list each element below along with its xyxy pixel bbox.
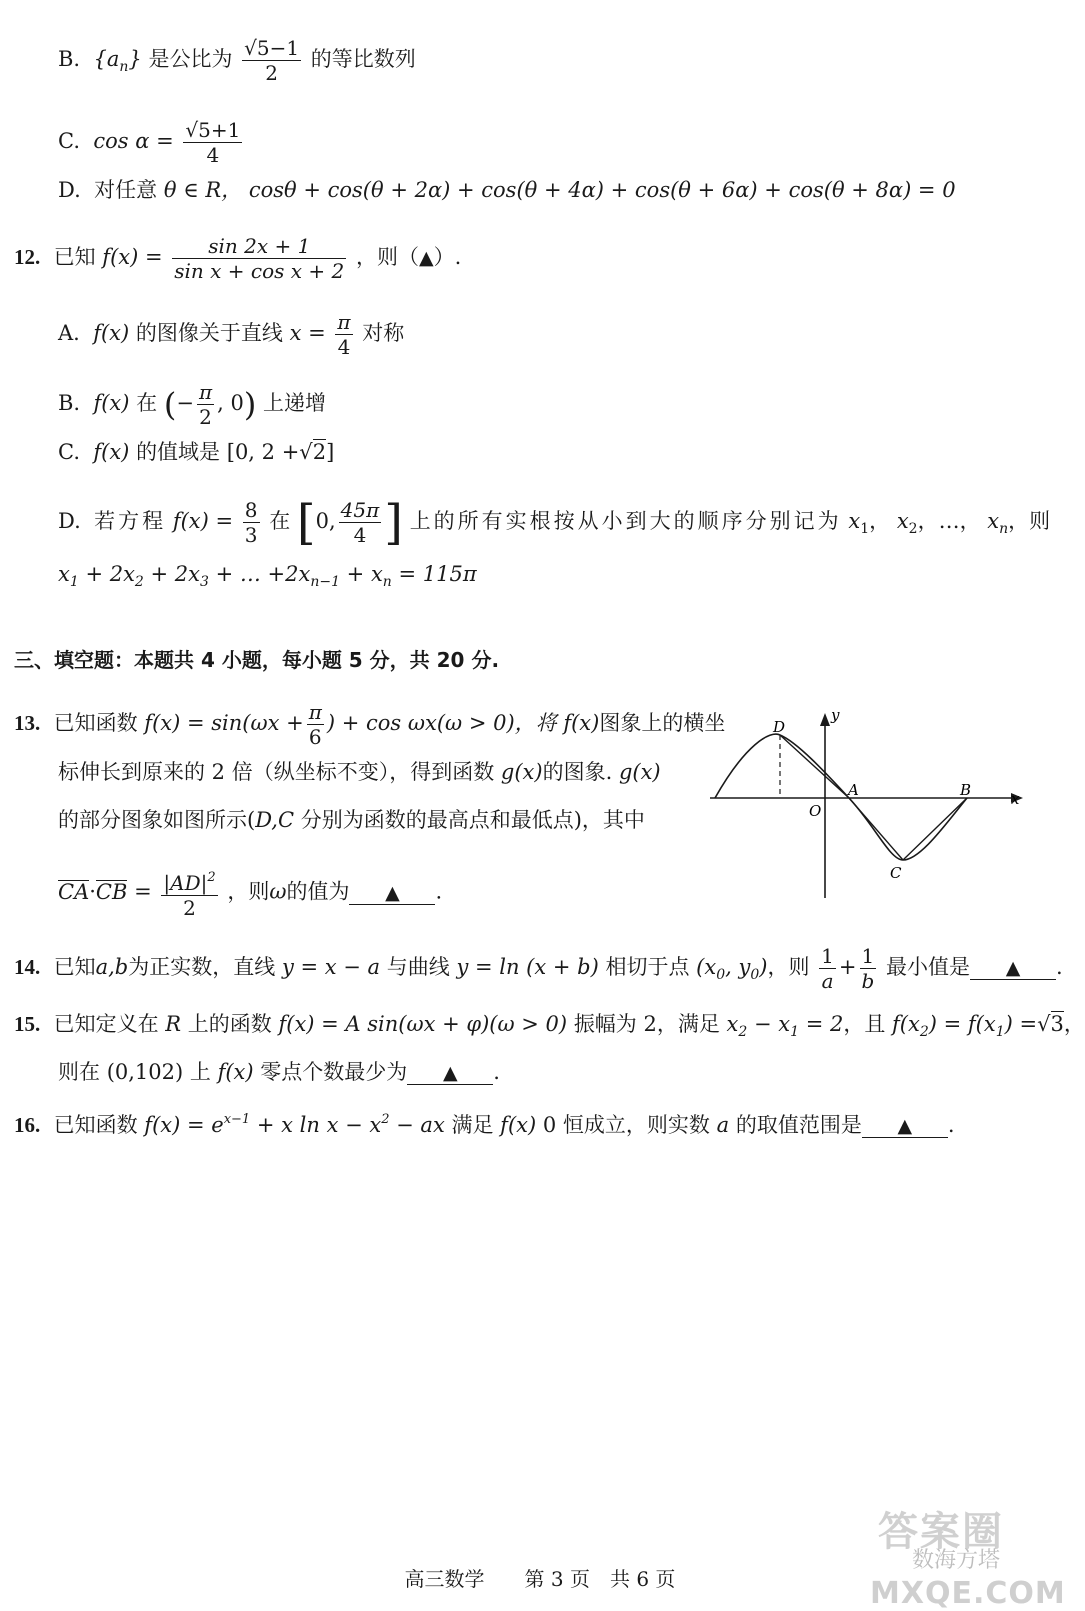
q14: 14. 已知a,b为正实数，直线 y = x − a 与曲线 y = ln (x + b) 相切于点 ($x_0$, $y_0$)，则 $\frac{1}{a}$ + $\frac{1}{b}$ 最小值是 ▲ . — [14, 944, 1063, 993]
q12-option-a: A. f(x) 的图像关于直线 x = $\frac{\pi}{4}$ 对称 — [58, 310, 405, 359]
section-heading: 三、填空题：本题共 4 小题，每小题 5 分，共 20 分. — [14, 648, 500, 672]
segment-da — [780, 735, 849, 798]
answer-blank: ▲ — [862, 1114, 948, 1138]
answer-triangle: ▲ — [418, 247, 434, 269]
cos-fraction: $\frac{√5+1}{4}$ — [185, 118, 241, 167]
label-b: B — [960, 781, 972, 799]
q12-function-fraction: $\frac{\sin 2x + 1}{\text{sin x + cos x + 2}}$ — [174, 234, 345, 283]
q12-option-d-sum: $x_1 + 2x_2 + 2x_3$ + … $+2x_{n-1} + x_n = 115\pi$ — [58, 562, 477, 590]
watermark-subtitle: 数海方塔 — [912, 1548, 1001, 1573]
segment-cb — [903, 798, 967, 860]
q15-line-1: 15. 已知定义在 R 上的函数 f(x) = A sin(ωx + φ)(ω > 0) 振幅为 2，满足 $x_2 - x_1 = 2$，且 $f(x_2) = f(x_1) =√3$， — [14, 1012, 1085, 1040]
label-x: x — [1011, 790, 1020, 808]
q11-option-c: C. cos α = $\frac{√5+1}{4}$ — [58, 118, 241, 167]
answer-blank: ▲ — [407, 1061, 493, 1085]
q11-option-d: D. 对任意 θ ∈ R， cosθ + cos(θ + 2α) + cos(θ + 4α) + cos(θ + 6α) + cos(θ + 8α) = 0 — [58, 178, 956, 202]
q13-graph-figure — [705, 700, 1035, 905]
q12-option-c: C. f(x) 的值域是 [0, 2 +√2] — [58, 440, 335, 464]
label-c: C — [890, 864, 902, 882]
q15-line-2: 则在 (0,102) 上 f(x) 零点个数最少为 ▲ . — [58, 1060, 500, 1084]
q12-option-b: B. f(x) 在 (− $\frac{\pi}{2}$ , 0) 上递增 — [58, 380, 326, 429]
ratio-fraction: $\frac{√5-1}{2}$ — [244, 36, 300, 85]
q16: 16. 已知函数 $f(x) = e^{x-1} + x$ $\ln x - x^2$ − ax 满足 f(x) 0 恒成立，则实数 a 的取值范围是 ▲ . — [14, 1112, 955, 1137]
answer-blank: ▲ — [349, 881, 435, 905]
y-axis-arrow — [820, 713, 830, 726]
q13-line-3: 的部分图象如图所示(D,C 分别为函数的最高点和最低点)，其中 — [58, 808, 645, 832]
sequence-symbol: $\{a_n\}$ — [93, 47, 142, 75]
label-o: O — [809, 802, 822, 820]
q12-stem: 12. 已知 f(x) = $\frac{\sin 2x + 1}{\text{sin x + cos x + 2}}$ ，则（▲）. — [14, 234, 462, 283]
q13-line-1: 13. 已知函数 f(x) = sin(ωx + $\frac{\pi}{6}$ ) + cos ωx(ω > 0)，将 f(x)图象上的横坐 — [14, 700, 726, 749]
label-a: A — [848, 781, 859, 799]
q11-option-b: B. $\{a_n\}$ 是公比为 $\frac{√5-1}{2}$ 的等比数列 — [58, 36, 416, 85]
watermark-url: MXQE.COM — [870, 1576, 1066, 1611]
q13-line-4: CA·CB = $\frac{|AD|^2}{2}$ ，则ω的值为 ▲ . — [58, 870, 443, 920]
q13-line-2: 标伸长到原来的 2 倍（纵坐标不变），得到函数 g(x)的图象. g(x) — [58, 760, 661, 784]
label-y: y — [831, 706, 840, 724]
answer-blank: ▲ — [970, 956, 1056, 980]
label-d: D — [773, 718, 786, 736]
page-footer: 高三数学 第 3 页 共 6 页 — [404, 1567, 676, 1591]
watermark-logo: 答案圈 — [878, 1509, 1004, 1555]
segment-ac — [849, 798, 903, 860]
q12-option-d: D. 若方程 f(x) = $\frac{8}{3}$ 在 [0, $\frac{45\pi}{4}$ ] 上的所有实根按从小到大的顺序分别记为 $x_1$， $x_2$，…， $x_n$，则 — [58, 494, 1051, 551]
sine-curve — [715, 734, 967, 860]
